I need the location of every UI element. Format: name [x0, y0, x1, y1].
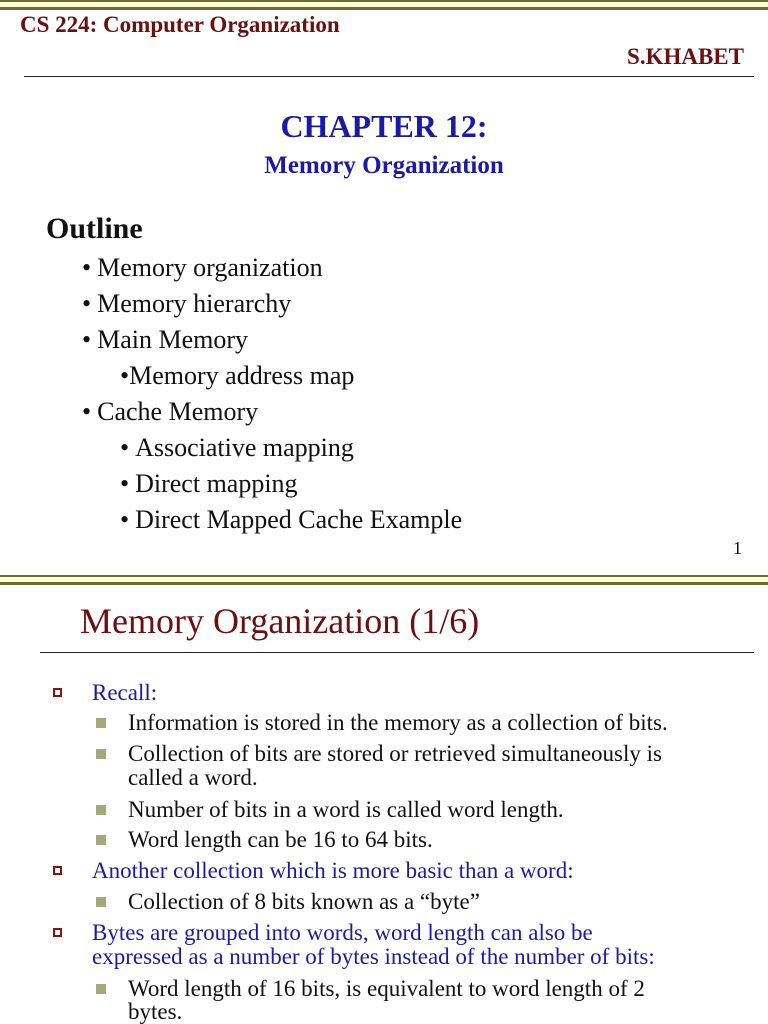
page-number: 1 — [733, 538, 742, 558]
sub-bullet-continuation: called a word. — [128, 765, 258, 790]
filled-square-bullet-icon — [96, 835, 106, 845]
sub-bullet-continuation: bytes. — [128, 999, 183, 1024]
chapter-title: CHAPTER 12: — [280, 108, 488, 144]
filled-square-bullet-icon — [96, 749, 106, 759]
slide-title: Memory Organization (1/6) — [80, 601, 480, 641]
chapter-subtitle: Memory Organization — [264, 152, 504, 179]
outline-item: • Memory hierarchy — [82, 289, 292, 318]
author-name: S.KHABET — [627, 44, 744, 69]
sub-bullet: Word length can be 16 to 64 bits. — [128, 827, 433, 852]
outline-subitem: • Direct mapping — [120, 469, 298, 498]
sub-bullet: Information is stored in the memory as a collection of bits. — [128, 710, 668, 735]
filled-square-bullet-icon — [96, 897, 106, 907]
filled-square-bullet-icon — [96, 718, 106, 728]
outline-heading: Outline — [46, 212, 143, 245]
bullet-recall: Recall: — [92, 680, 158, 705]
outline-item: • Main Memory — [82, 325, 249, 354]
sub-bullet: Number of bits in a word is called word length. — [128, 797, 564, 822]
course-title: CS 224: Computer Organization — [20, 12, 340, 37]
sub-bullet: Collection of 8 bits known as a “byte” — [128, 889, 480, 914]
outline-subitem: • Direct Mapped Cache Example — [120, 505, 463, 534]
sub-bullet: Collection of bits are stored or retrieved simultaneously is — [128, 741, 662, 766]
sub-bullet: Word length of 16 bits, is equivalent to word length of 2 — [128, 976, 645, 1001]
bullet-bytes-grouped: Bytes are grouped into words, word length can also be — [92, 920, 593, 945]
filled-square-bullet-icon — [96, 984, 106, 994]
outline-subitem: • Associative mapping — [120, 433, 354, 462]
outline-item: • Cache Memory — [82, 397, 259, 426]
hollow-square-bullet-icon — [53, 688, 62, 697]
outline-subitem: •Memory address map — [120, 361, 355, 390]
bullet-bytes-grouped-continuation: expressed as a number of bytes instead of the number of bits: — [92, 944, 655, 969]
outline-item: • Memory organization — [82, 253, 323, 282]
hollow-square-bullet-icon — [53, 866, 62, 875]
hollow-square-bullet-icon — [53, 928, 62, 937]
bullet-another-collection: Another collection which is more basic than a word: — [92, 858, 574, 883]
filled-square-bullet-icon — [96, 805, 106, 815]
